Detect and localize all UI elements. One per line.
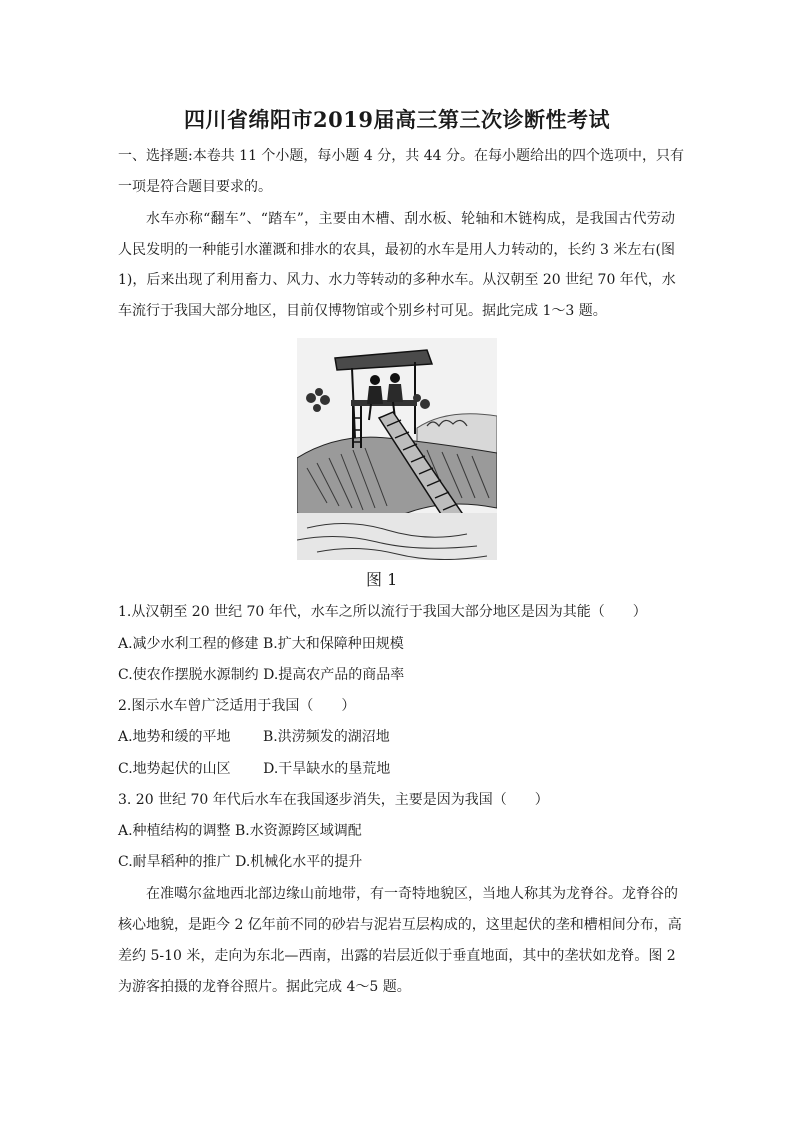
section-header-line: 一、选择题:本卷共 11 个小题，每小题 4 分，共 44 分。在每小题给出的四个选项中，只有 <box>118 148 684 164</box>
passage1-line: 1)，后来出现了利用畜力、风力、水力等转动的多种水车。从汉朝至 20 世纪 70 年代，水 <box>118 272 676 288</box>
question-option: A.减少水利工程的修建 B.扩大和保障种田规模 <box>118 636 404 652</box>
passage2-line: 差约 5-10 米，走向为东北—西南，出露的岩层近似于垂直地面，其中的垄状如龙脊。图 2 <box>118 948 676 964</box>
question-option: A.种植结构的调整 B.水资源跨区域调配 <box>118 823 362 839</box>
section-header-line: 一项是符合题目要求的。 <box>118 179 272 195</box>
passage2-line: 核心地貌，是距今 2 亿年前不同的砂岩与泥岩互层构成的，这里起伏的垄和槽相间分布，高 <box>118 917 682 933</box>
figure1-caption: 图 1 <box>366 570 398 589</box>
question-option: C.地势起伏的山区 D.干旱缺水的垦荒地 <box>118 761 391 777</box>
passage2-line: 在准噶尔盆地西北部边缘山前地带，有一奇特地貌区，当地人称其为龙脊谷。龙脊谷的 <box>146 886 678 902</box>
question-option: C.耐旱稻种的推广 D.机械化水平的提升 <box>118 854 363 870</box>
question-stem: 2.图示水车曾广泛适用于我国（ ） <box>118 698 356 714</box>
exam-title: 四川省绵阳市2019届高三第三次诊断性考试 <box>184 107 610 132</box>
question-option: C.使农作摆脱水源制约 D.提高农产品的商品率 <box>118 667 405 683</box>
passage1-line: 人民发明的一种能引水灌溉和排水的农具，最初的水车是用人力转动的，长约 3 米左右(图 <box>118 242 675 258</box>
question-stem: 1.从汉朝至 20 世纪 70 年代，水车之所以流行于我国大部分地区是因为其能（ ） <box>118 604 647 620</box>
question-option: A.地势和缓的平地 B.洪涝频发的湖沼地 <box>118 729 390 745</box>
passage1-line: 车流行于我国大部分地区，目前仅博物馆或个别乡村可见。据此完成 1～3 题。 <box>118 303 607 319</box>
passage2-line: 为游客拍摄的龙脊谷照片。据此完成 4～5 题。 <box>118 979 411 995</box>
water-wheel-illustration <box>297 338 497 560</box>
question-stem: 3. 20 世纪 70 年代后水车在我国逐步消失，主要是因为我国（ ） <box>118 792 549 808</box>
passage1-line: 水车亦称“翻车”、“踏车”，主要由木槽、刮水板、轮轴和木链构成，是我国古代劳动 <box>146 211 675 227</box>
